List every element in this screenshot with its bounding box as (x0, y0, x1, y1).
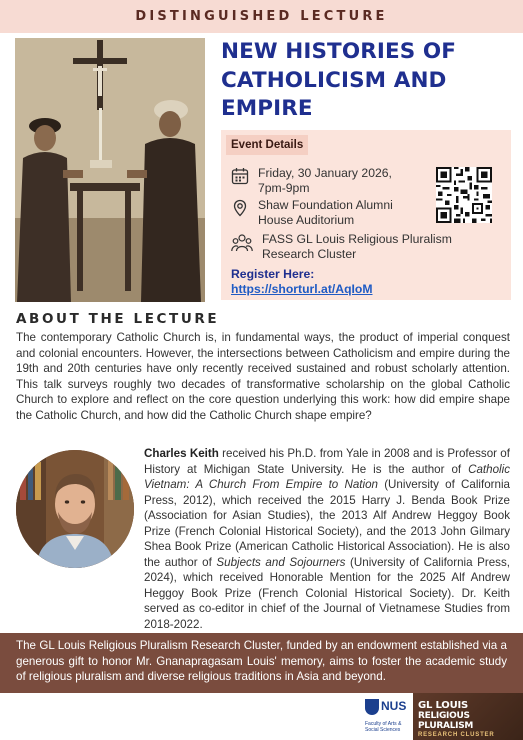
qr-code[interactable] (436, 167, 492, 223)
bio-text-1: received his Ph.D. from Yale in 2008 and is Professor of History at Michigan State University. He is the author of (144, 447, 510, 476)
event-organizer-line-1: FASS GL Louis Religious Pluralism (262, 232, 452, 246)
nus-faculty-text: Faculty of Arts & Social Sciences (365, 721, 402, 733)
event-venue-line-2: House Auditorium (258, 212, 355, 227)
title-line-3: EMPIRE (221, 96, 313, 121)
event-details-label: Event Details (226, 135, 308, 155)
top-banner (0, 0, 523, 33)
event-organizer-line-2: Research Cluster (262, 246, 357, 261)
register-link[interactable]: https://shorturl.at/AqIoM (231, 281, 373, 296)
historical-photo (15, 38, 205, 302)
about-heading: ABOUT THE LECTURE (16, 311, 220, 327)
event-venue-line-1: Shaw Foundation Alumni (258, 198, 393, 212)
calendar-icon (231, 167, 249, 185)
nus-logo (365, 699, 409, 737)
event-date-line-2: 7pm-9pm (258, 180, 310, 195)
cluster-description-band (0, 633, 523, 693)
people-group-icon (231, 233, 253, 253)
speaker-name: Charles Keith (144, 447, 219, 460)
event-organizer-row (231, 232, 452, 261)
speaker-bio (144, 446, 510, 632)
event-venue-row (231, 198, 393, 227)
gl-logo-line-3: RESEARCH CLUSTER (418, 732, 495, 738)
banner-text: DISTINGUISHED LECTURE (135, 9, 388, 24)
title-line-2: CATHOLICISM AND (221, 67, 447, 93)
nus-wordmark: NUS (381, 699, 407, 713)
gl-logo-line-1: GL LOUIS (418, 700, 469, 711)
page-title (221, 38, 517, 124)
nus-crest-icon (365, 699, 379, 715)
gl-logo-line-2: RELIGIOUS PLURALISM (418, 711, 474, 731)
event-date (258, 166, 392, 195)
bio-book-1: Catholic Vietnam: A Church From Empire to Nation (144, 462, 510, 491)
speaker-photo (16, 450, 134, 568)
gl-louis-cluster-logo (413, 693, 523, 740)
bio-text-3: (University of California Press, 2024), which received Honorable Mention for the 2025 Alf Andrew Heggoy Book Prize (French Colonial Historical Society). Dr. Keith served as co-editor in chief of the Journal of Vietnamese Studies from 2018-2022. (144, 555, 510, 631)
event-date-line-1: Friday, 30 January 2026, (258, 166, 392, 180)
event-venue (258, 198, 393, 227)
event-organizer (262, 232, 452, 261)
bio-book-2: Subjects and Sojourners (216, 555, 346, 569)
register-label: Register Here: (231, 267, 315, 281)
event-date-row (231, 166, 392, 195)
cluster-description: The GL Louis Religious Pluralism Research Cluster, funded by an endowment established via a generous gift to honor Mr. Gnanapragasam Louis' memory, aims to foster the academic study of religious pluralism and diverse religious traditions in Asia and beyond. (16, 639, 507, 683)
register-block (231, 267, 373, 296)
bio-text-2: (University of California Press, 2012), which received the 2015 Harry J. Benda Book Prize (Association for Asian Studies), the 2013 Alf Andrew Heggoy Book Prize (French Colonial Historical Society), and the 2013 John Gilmary Shea Book Prize (American Catholic Historical Association). He is also the author of (144, 478, 510, 569)
location-pin-icon (231, 199, 249, 217)
about-text: The contemporary Catholic Church is, in fundamental ways, the product of imperial conquest and colonial encounters. However, the intersections between Catholicism and empire during the 19th and 20th centuries have only recently received sustained and robust scholarly attention. This talk surveys roughly two decades of transformative scholarship on the global Catholic Church to explore and reflect on the core question underlying this work: how did empire shape the Catholic Church, and how did the Catholic Church shape empire? (16, 331, 510, 422)
title-line-1: NEW HISTORIES OF (221, 39, 457, 64)
